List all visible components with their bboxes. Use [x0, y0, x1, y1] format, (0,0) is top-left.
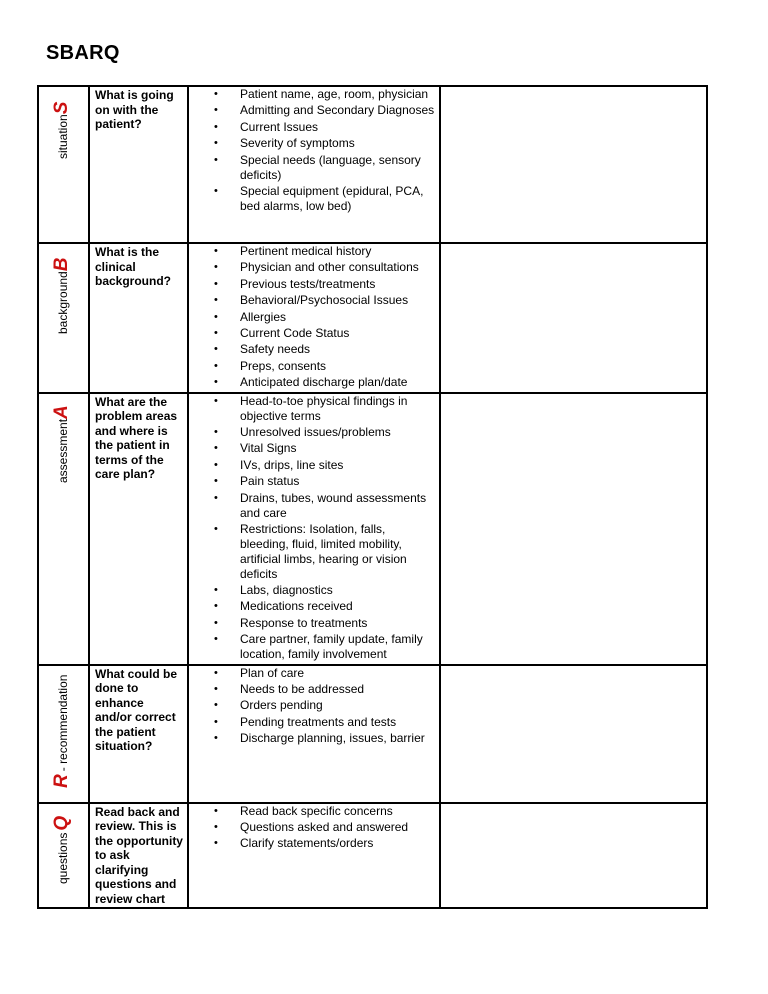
- section-word: assessment: [55, 418, 70, 483]
- section-word: situation: [55, 114, 70, 159]
- section-label-recommendation: [38, 665, 89, 803]
- vertical-label: [50, 815, 72, 884]
- section-question: What is going on with the patient?: [95, 88, 174, 131]
- list-item: • Vital Signs: [240, 441, 439, 456]
- section-word: background: [55, 271, 70, 334]
- list-item: • Discharge planning, issues, barrier: [240, 731, 439, 746]
- section-row-recommendation: [38, 665, 707, 803]
- section-label-situation: [38, 86, 89, 243]
- vertical-label: [50, 404, 72, 483]
- list-item: • Plan of care: [240, 666, 439, 681]
- list-item: • Medications received: [240, 599, 439, 614]
- section-items-list: [189, 87, 439, 214]
- list-item: • Pain status: [240, 474, 439, 489]
- list-item: • IVs, drips, line sites: [240, 458, 439, 473]
- list-item: • Patient name, age, room, physician: [240, 87, 439, 102]
- section-label-background: [38, 243, 89, 393]
- list-item: • Head-to-toe physical findings in objective terms: [240, 394, 439, 424]
- list-item: • Pertinent medical history: [240, 244, 439, 259]
- notes-cell: [440, 393, 707, 665]
- notes-cell: [440, 243, 707, 393]
- section-letter: A: [50, 404, 72, 419]
- list-item: • Restrictions: Isolation, falls, bleeding, fluid, limited mobility, artificial limbs, hearing or vision deficits: [240, 522, 439, 582]
- list-item: • Admitting and Secondary Diagnoses: [240, 103, 439, 118]
- list-item: • Questions asked and answered: [240, 820, 439, 835]
- section-row-assessment: [38, 393, 707, 665]
- list-item: • Orders pending: [240, 698, 439, 713]
- list-item: • Pending treatments and tests: [240, 715, 439, 730]
- list-item: • Labs, diagnostics: [240, 583, 439, 598]
- section-items-list: [189, 804, 439, 852]
- list-item: • Current Code Status: [240, 326, 439, 341]
- list-item: • Special needs (language, sensory deficits): [240, 153, 439, 183]
- list-item: • Drains, tubes, wound assessments and care: [240, 491, 439, 521]
- list-item: • Severity of symptoms: [240, 136, 439, 151]
- page-title: SBARQ: [46, 42, 120, 64]
- list-item: • Read back specific concerns: [240, 804, 439, 819]
- section-row-situation: [38, 86, 707, 243]
- list-item: • Physician and other consultations: [240, 260, 439, 275]
- list-item: • Needs to be addressed: [240, 682, 439, 697]
- list-item: • Response to treatments: [240, 616, 439, 631]
- section-letter: S: [50, 101, 72, 115]
- section-row-questions: [38, 803, 707, 908]
- section-word: - recommendation: [55, 674, 70, 771]
- list-item: • Previous tests/treatments: [240, 277, 439, 292]
- list-item: • Preps, consents: [240, 359, 439, 374]
- vertical-label: [50, 674, 72, 788]
- list-item: • Allergies: [240, 310, 439, 325]
- section-question: Read back and review. This is the opportunity to ask clarifying questions and review chart: [95, 804, 183, 906]
- section-row-background: [38, 243, 707, 393]
- section-question: What could be done to enhance and/or correct the patient situation?: [95, 666, 177, 754]
- vertical-label: [50, 257, 72, 334]
- list-item: • Clarify statements/orders: [240, 836, 439, 851]
- list-item: • Care partner, family update, family location, family involvement: [240, 632, 439, 662]
- list-item: • Safety needs: [240, 342, 439, 357]
- section-items-list: [189, 244, 439, 390]
- notes-cell: [440, 803, 707, 908]
- list-item: • Special equipment (epidural, PCA, bed alarms, low bed): [240, 184, 439, 214]
- section-letter: R: [50, 773, 72, 788]
- list-item: • Anticipated discharge plan/date: [240, 375, 439, 390]
- notes-cell: [440, 86, 707, 243]
- section-label-questions: [38, 803, 89, 908]
- list-item: • Current Issues: [240, 120, 439, 135]
- section-letter: B: [50, 257, 72, 272]
- list-item: • Behavioral/Psychosocial Issues: [240, 293, 439, 308]
- notes-cell: [440, 665, 707, 803]
- list-item: • Unresolved issues/problems: [240, 425, 439, 440]
- vertical-label: [50, 101, 72, 159]
- section-items-list: [189, 394, 439, 662]
- section-question: What is the clinical background?: [95, 245, 172, 288]
- section-items-list: [189, 666, 439, 747]
- sbarq-table: [37, 85, 708, 909]
- section-letter: Q: [50, 815, 72, 831]
- section-word: questions: [55, 832, 70, 884]
- section-label-assessment: [38, 393, 89, 665]
- section-question: What are the problem areas and where is the patient in terms of the care plan?: [95, 394, 178, 482]
